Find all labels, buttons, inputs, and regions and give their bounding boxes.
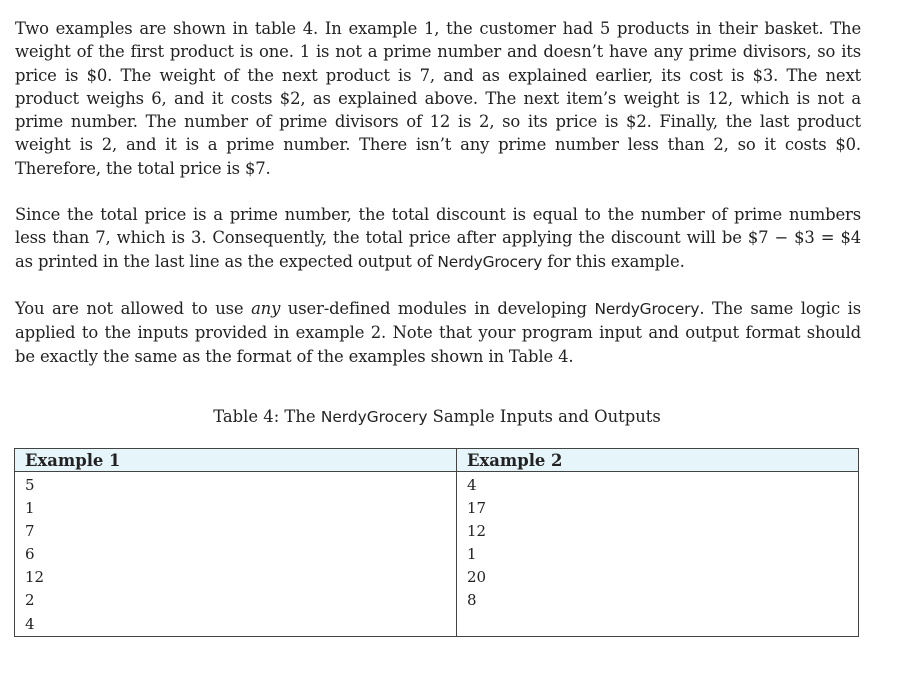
example-2-line: 17	[467, 499, 487, 518]
example-1-line: 4	[25, 614, 35, 633]
example-2-cell	[457, 472, 859, 637]
document-body	[15, 17, 861, 368]
example-1-line: 12	[25, 568, 45, 587]
caption-program-name: NerdyGrocery	[320, 408, 428, 426]
header-example-1: Example 1	[15, 449, 457, 472]
paragraph-1-text: Two examples are shown in table 4. In example 1, the customer had 5 products in their basket. The weight of the first product is one. 1 is not a prime number and doesn’t have any prime divisors, so its price is $0. The weight of the next product is 7, and as explained earlier, its cost is $3. The next product weighs 6, and it costs $2, as explained above. The next item’s weight is 12, which is not a prime number. The number of prime divisors of 12 is 2, so its price is $2. Finally, the last product weight is 2, and it is a prime number. There isn’t any prime number less than 2, so it costs $0. Therefore, the total price is $7.	[15, 19, 861, 178]
paragraph-1	[15, 17, 861, 180]
paragraph-2-text-b: for this example.	[542, 251, 685, 271]
example-1-line: 2	[25, 591, 35, 610]
caption-suffix: Sample Inputs and Outputs	[427, 407, 661, 426]
example-1-line: 6	[25, 545, 35, 564]
example-2-line: 1	[467, 545, 477, 564]
table-caption	[0, 406, 874, 428]
paragraph-3-text-a: You are not allowed to use	[15, 298, 252, 318]
header-example-2: Example 2	[457, 449, 859, 472]
example-1-cell	[15, 472, 457, 637]
emphasis-any: any	[251, 298, 281, 318]
paragraph-3-text-c: . The same logic is applied to the inputs provided in example 2. Note that your program input and output format should be exactly the same as the format of the examples shown in Table 4.	[15, 298, 861, 366]
paragraph-3-text-b: user-defined modules in developing	[280, 298, 595, 318]
example-1-line: 7	[25, 522, 35, 541]
paragraph-2-text-a: Since the total price is a prime number, the total discount is equal to the number of prime numbers less than 7, which is 3. Consequently, the total price after applying the discount will be $7 − $3 = $4 as printed in the last line as the expected output of	[15, 205, 861, 271]
example-1-line: 5	[25, 476, 35, 494]
table-header-row	[15, 449, 859, 472]
program-name: NerdyGrocery	[437, 252, 543, 271]
example-2-line: 8	[467, 591, 477, 610]
table-row	[15, 472, 859, 637]
program-name: NerdyGrocery	[594, 299, 700, 318]
example-1-line: 1	[25, 499, 35, 518]
example-2-line: 12	[467, 522, 487, 541]
example-2-line: 4	[467, 476, 477, 494]
example-2-line: 20	[467, 568, 487, 587]
paragraph-2	[15, 203, 861, 274]
paragraph-3	[15, 297, 861, 368]
caption-prefix: Table 4: The	[213, 407, 321, 426]
sample-io-table	[14, 448, 859, 637]
